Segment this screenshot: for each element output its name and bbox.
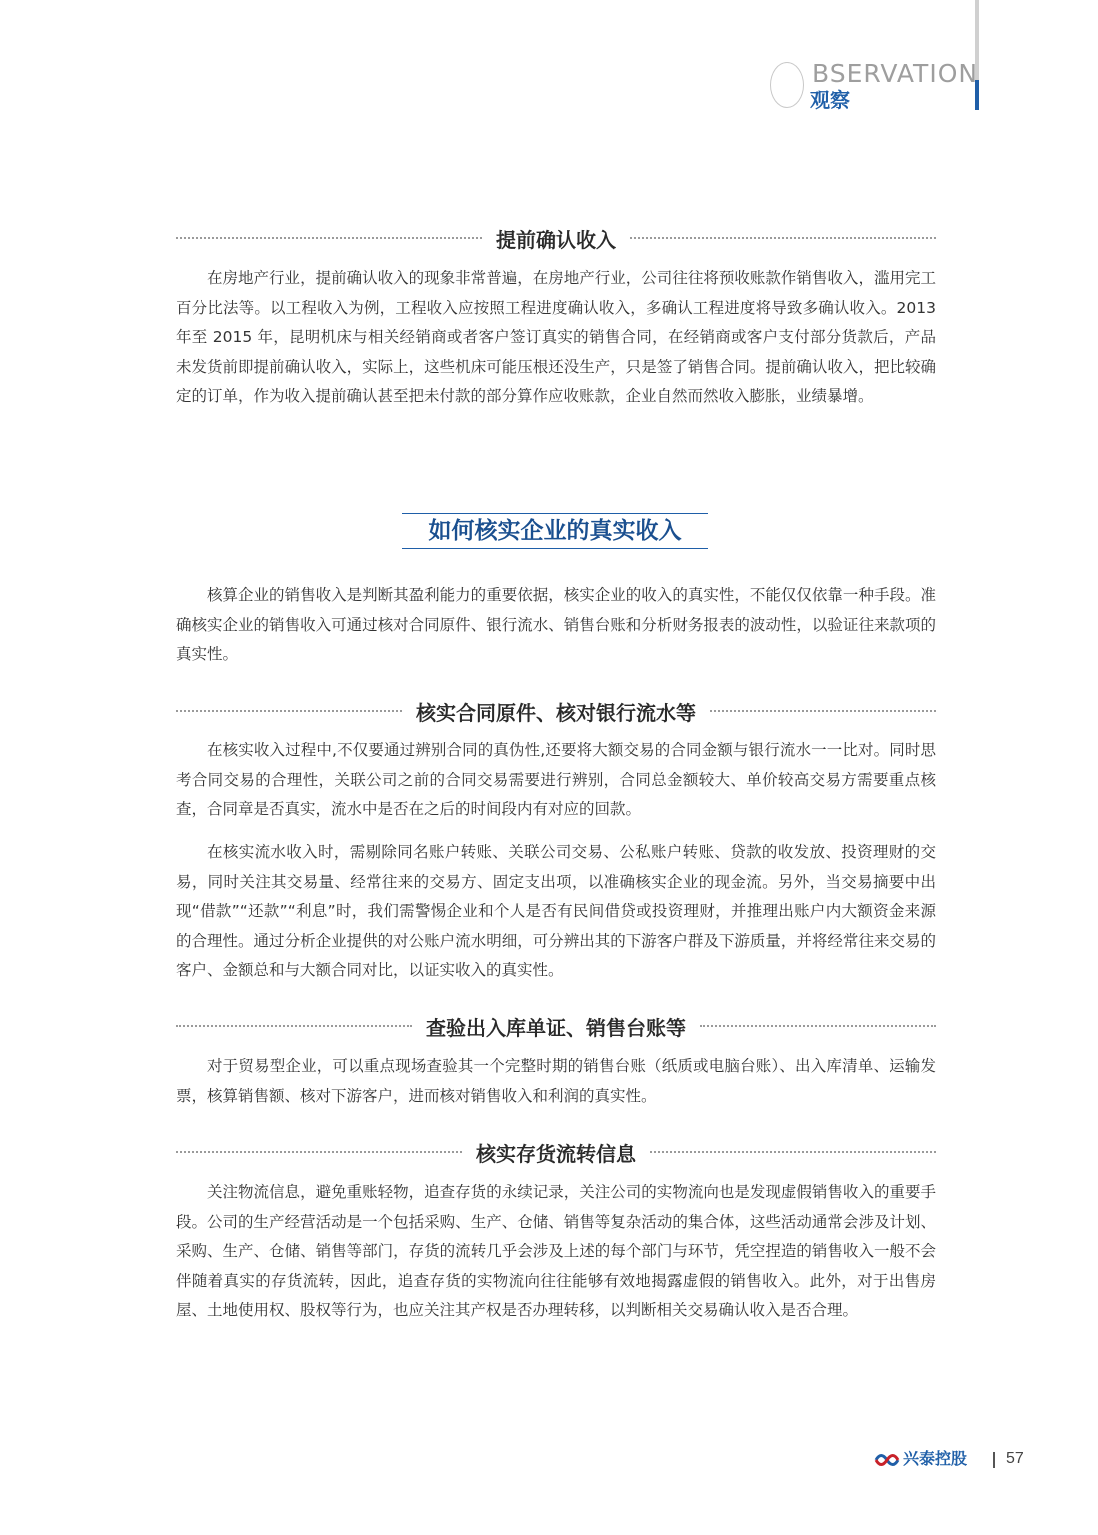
header-title-zh: 观察 — [810, 88, 850, 112]
paragraph-contracts: 在核实收入过程中,不仅要通过辨别合同的真伪性,还要将大额交易的合同金额与银行流水一一比对。同时思考合同交易的合理性，关联公司之前的合同交易需要进行辨别，合同总金额较大、单价较高交易方需要重点核查，合同章是否真实，流水中是否在之后的时间段内有对应的回款。 — [176, 741, 936, 818]
subheading-inventory-flow — [176, 1137, 936, 1167]
dotted-leader-right — [630, 237, 936, 239]
dotted-leader-right — [700, 1025, 936, 1027]
dotted-leader-left — [176, 1151, 462, 1153]
header-o-letter — [770, 62, 804, 108]
header-title-en: BSERVATION — [812, 59, 979, 88]
paragraph-bank-flow: 在核实流水收入时，需剔除同名账户转账、关联公司交易、公私账户转账、贷款的收发放、投资理财的交易，同时关注其交易量、经常往来的交易方、固定支出项，以准确核实企业的现金流。另外，当交易摘要中出现“借款”“还款”“利息”时，我们需警惕企业和个人是否有民间借贷或投资理财，并推理出账户内大额资金来源的合理性。通过分析企业提供的对公账户流水明细，可分辨出其的下游客户群及下游质量，并将经常往来交易的客户、金额总和与大额合同对比，以证实收入的真实性。 — [176, 843, 936, 979]
section-title-text: 如何核实企业的真实收入 — [428, 518, 682, 544]
dotted-leader-left — [176, 237, 482, 239]
dotted-leader-right — [650, 1151, 936, 1153]
dotted-leader-left — [176, 1025, 412, 1027]
paragraph-early-recognition: 在房地产行业，提前确认收入的现象非常普遍，在房地产行业，公司往往将预收账款作销售收入，滥用完工百分比法等。以工程收入为例，工程收入应按照工程进度确认收入，多确认工程进度将导致多确认收入。2013 年至 2015 年，昆明机床与相关经销商或者客户签订真实的销售合同，在经销商或客户支付部分货款后，产品未发货前即提前确认收入，实际上，这些机床可能压根还没生产，只是签了销售合同。提前确认收入，把比较确定的订单，作为收入提前确认甚至把未付款的部分算作应收账款，企业自然而然收入膨胀，业绩暴增。 — [176, 269, 936, 405]
page-number: 57 — [1006, 1450, 1024, 1467]
footer-separator — [993, 1452, 995, 1468]
subheading-warehouse-ledger — [176, 1011, 936, 1041]
section-title-top-rule — [402, 513, 708, 514]
paragraph-intro: 核算企业的销售收入是判断其盈利能力的重要依据，核实企业的收入的真实性，不能仅仅依靠一种手段。准确核实企业的销售收入可通过核对合同原件、银行流水、销售台账和分析财务报表的波动性，以验证往来款项的真实性。 — [176, 586, 936, 663]
footer-brand: 兴泰控股 — [903, 1449, 968, 1468]
section-title-bottom-rule — [402, 548, 708, 549]
subheading-contracts-bank — [176, 696, 936, 726]
paragraph-inventory: 关注物流信息，避免重账轻物，追查存货的永续记录，关注公司的实物流向也是发现虚假销售收入的重要手段。公司的生产经营活动是一个包括采购、生产、仓储、销售等复杂活动的集合体，这些活动通常会涉及计划、采购、生产、仓储、销售等部门，存货的流转几乎会涉及上述的每个部门与环节，凭空捏造的销售收入一般不会伴随着真实的存货流转，因此，追查存货的实物流向往往能够有效地揭露虚假的销售收入。此外，对于出售房屋、土地使用权、股权等行为，也应关注其产权是否办理转移，以判断相关交易确认收入是否合理。 — [176, 1183, 936, 1319]
subheading-early-recognition — [176, 223, 936, 253]
subheading-text: 核实存货流转信息 — [476, 1141, 636, 1166]
section-title — [402, 513, 708, 549]
dotted-leader-left — [176, 710, 402, 712]
subheading-text: 核实合同原件、核对银行流水等 — [416, 700, 696, 725]
dotted-leader-right — [710, 710, 936, 712]
subheading-text: 提前确认收入 — [496, 227, 616, 252]
company-logo-icon — [874, 1450, 900, 1470]
subheading-text: 查验出入库单证、销售台账等 — [426, 1015, 686, 1040]
paragraph-warehouse: 对于贸易型企业，可以重点现场查验其一个完整时期的销售台账（纸质或电脑台账）、出入库清单、运输发票，核算销售额、核对下游客户，进而核对销售收入和利润的真实性。 — [176, 1057, 936, 1105]
